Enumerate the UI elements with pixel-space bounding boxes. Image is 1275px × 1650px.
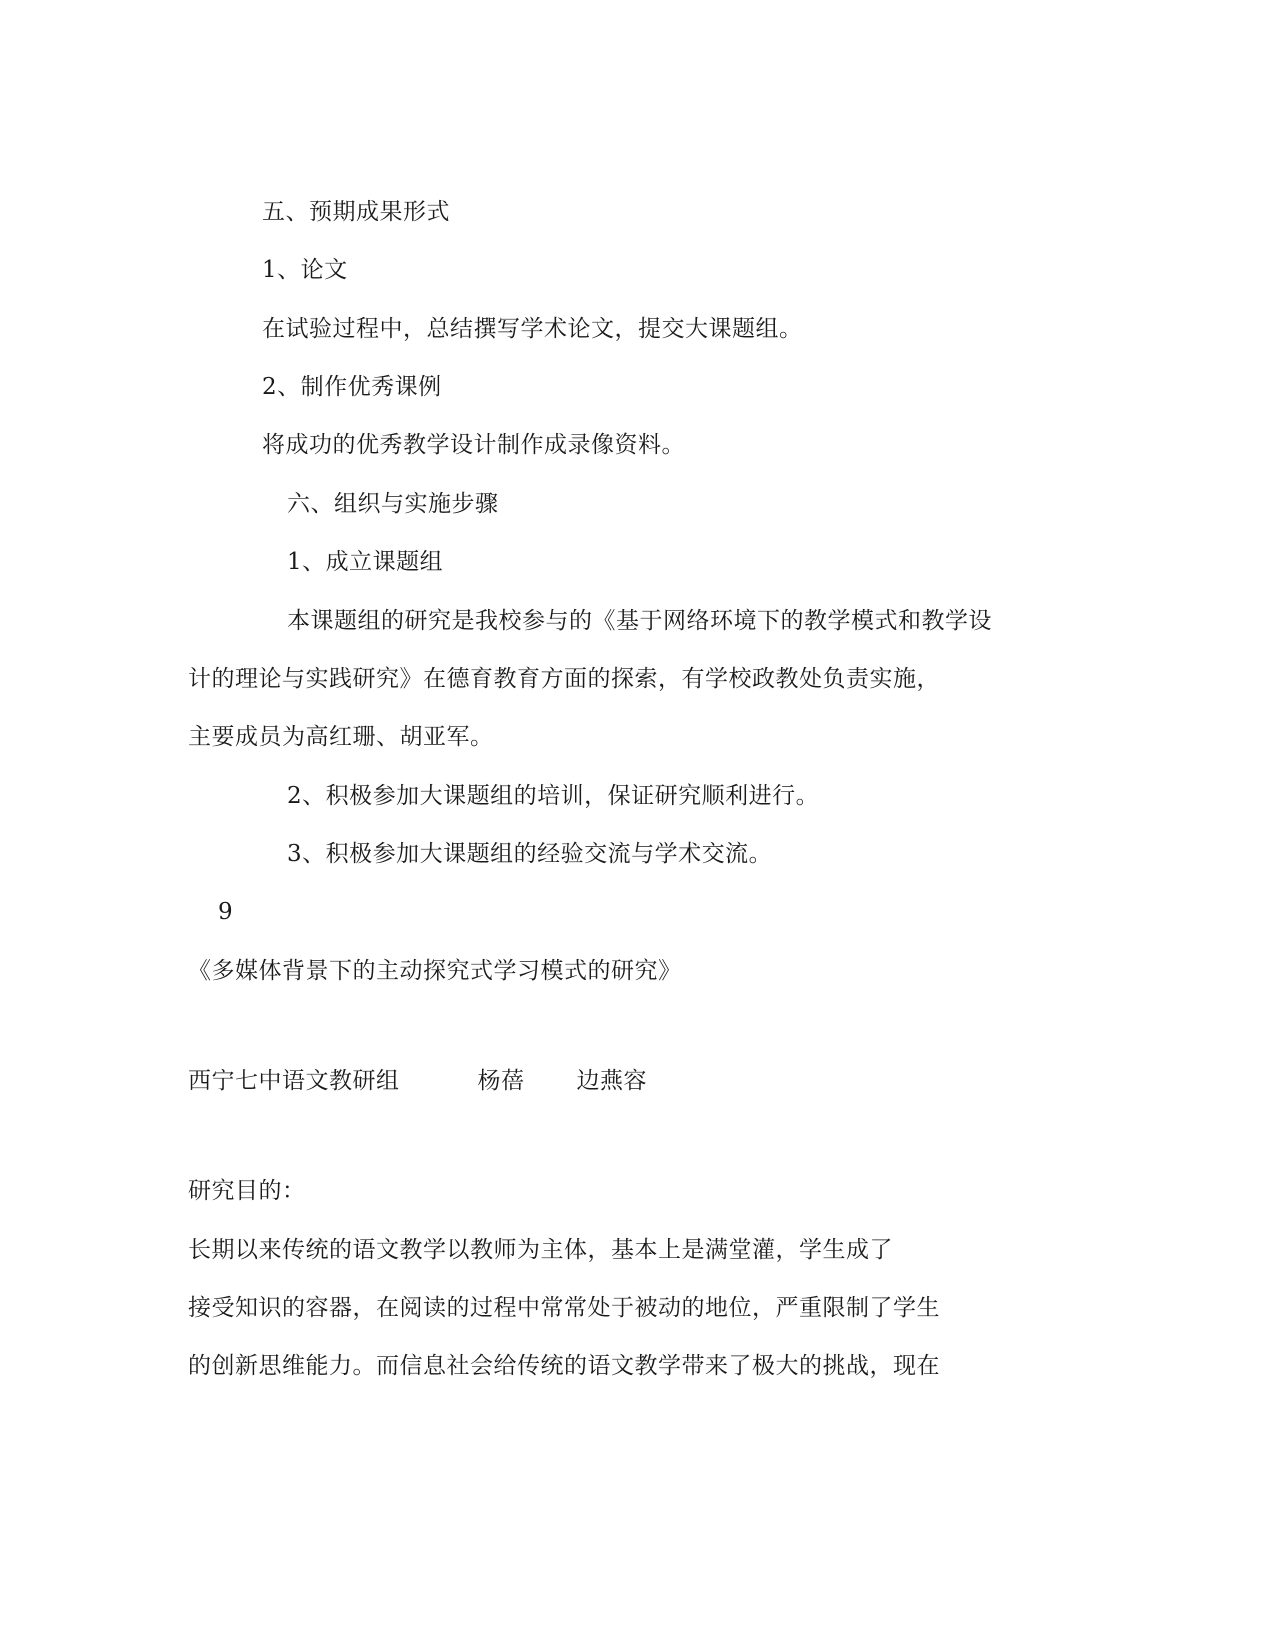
section6-item1-text-line3: 主要成员为高红珊、胡亚军。: [188, 724, 494, 750]
section5-item1-text: 在试验过程中，总结撰写学术论文，提交大课题组。: [262, 316, 803, 342]
purpose-text-line1: 长期以来传统的语文教学以教师为主体，基本上是满堂灌，学生成了: [188, 1237, 893, 1263]
author-name-1: 杨蓓: [477, 1068, 525, 1094]
purpose-text-line2: 接受知识的容器，在阅读的过程中常常处于被动的地位，严重限制了学生: [188, 1295, 940, 1321]
section6-item1-title: 1、成立课题组: [287, 549, 444, 575]
author-name-2: 边燕容: [576, 1068, 647, 1094]
author-org: 西宁七中语文教研组: [188, 1068, 400, 1094]
section5-item1-title: 1、论文: [262, 257, 348, 283]
paper-title: 《多媒体背景下的主动探究式学习模式的研究》: [188, 958, 682, 984]
section6-item2: 2、积极参加大课题组的培训，保证研究顺利进行。: [287, 783, 820, 809]
section6-item3: 3、积极参加大课题组的经验交流与学术交流。: [287, 841, 773, 867]
section6-item1-text-line1: 本课题组的研究是我校参与的《基于网络环境下的教学模式和教学设: [287, 608, 992, 634]
purpose-heading: 研究目的：: [188, 1178, 306, 1204]
section5-item2-title: 2、制作优秀课例: [262, 374, 442, 400]
section6-heading: 六、组织与实施步骤: [287, 491, 499, 517]
purpose-text-line3: 的创新思维能力。而信息社会给传统的语文教学带来了极大的挑战，现在: [188, 1353, 940, 1379]
author-line: [188, 1066, 647, 1096]
section6-item1-text-line2: 计的理论与实践研究》在德育教育方面的探索，有学校政教处负责实施，: [188, 666, 940, 692]
page-number: 9: [218, 899, 234, 925]
section5-item2-text: 将成功的优秀教学设计制作成录像资料。: [262, 432, 685, 458]
section5-heading: 五、预期成果形式: [262, 199, 450, 225]
